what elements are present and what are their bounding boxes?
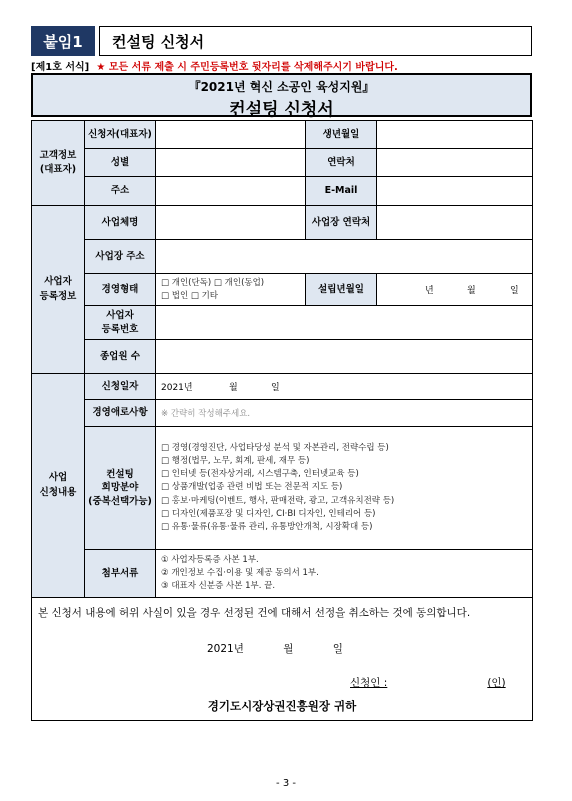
- header-bar: [31, 26, 532, 56]
- attachments-label: 첨부서류: [85, 550, 156, 598]
- document-title: 컨설팅 신청서: [229, 100, 334, 120]
- birthdate-label: 생년월일: [306, 121, 377, 149]
- business-type-option-row[interactable]: □ 개인(단독) □ 개인(동업): [161, 278, 265, 289]
- declaration-section: [32, 598, 533, 721]
- business-name-field[interactable]: [156, 206, 306, 240]
- consulting-option[interactable]: □ 홍보·마케팅(이벤트, 행사, 판매전략, 광고, 고객유치전략 등): [161, 495, 395, 506]
- application-form-table: [31, 120, 533, 721]
- employee-count-label: 종업원 수: [85, 340, 156, 374]
- email-field[interactable]: [377, 177, 533, 206]
- header-title: 컨설팅 신청서: [99, 26, 532, 56]
- employee-count-field[interactable]: [156, 340, 533, 374]
- business-section-label: 사업자 등록정보: [32, 206, 85, 374]
- difficulty-field[interactable]: [156, 400, 533, 427]
- founded-date-label: 설립년월일: [306, 274, 377, 306]
- declaration-date: 2021년 월 일: [207, 643, 343, 655]
- seal-mark: (인): [487, 677, 506, 689]
- consulting-option[interactable]: □ 경영(경영진단, 사업타당성 분석 및 자본관리, 전략수립 등): [161, 442, 389, 453]
- declaration-text: 본 신청서 내용에 허위 사실이 있을 경우 선정된 건에 대해서 선정을 취소하는 것에 동의합니다.: [38, 607, 471, 619]
- attachment-item: ② 개인정보 수집·이용 및 제공 동의서 1부.: [161, 567, 319, 578]
- contact-field[interactable]: [377, 149, 533, 177]
- consulting-option[interactable]: □ 인터넷 등(전자상거래, 시스템구축, 인터넷교육 등): [161, 469, 359, 480]
- gender-field[interactable]: [156, 149, 306, 177]
- consulting-field-options[interactable]: [156, 427, 533, 550]
- customer-section-label: 고객정보 (대표자): [32, 121, 85, 206]
- attachment-badge: 붙임1: [31, 26, 95, 56]
- contact-label: 연락처: [306, 149, 377, 177]
- registration-number-label: 사업자 등록번호: [85, 306, 156, 340]
- consulting-option[interactable]: □ 디자인(제품포장 및 디자인, CI·BI 디자인, 인테리어 등): [161, 508, 376, 519]
- email-label: E-Mail: [306, 177, 377, 206]
- business-contact-label: 사업장 연락처: [306, 206, 377, 240]
- page-number: - 3 -: [276, 778, 296, 789]
- difficulty-placeholder: ※ 간략히 작성해주세요.: [161, 409, 251, 419]
- founded-date-field[interactable]: 년 월 일: [377, 274, 533, 306]
- consulting-option[interactable]: □ 상품개발(업종 관련 비법 또는 전문적 지도 등): [161, 482, 343, 493]
- business-type-label: 경영형태: [85, 274, 156, 306]
- attachment-item: ③ 대표자 신분증 사본 1부. 끝.: [161, 581, 276, 592]
- application-date-field[interactable]: 2021년 월 일: [156, 374, 533, 400]
- business-type-options[interactable]: [156, 274, 306, 306]
- application-date-label: 신청일자: [85, 374, 156, 400]
- business-name-label: 사업체명: [85, 206, 156, 240]
- form-note: [31, 58, 398, 73]
- attachment-item: ① 사업자등록증 사본 1부.: [161, 554, 259, 565]
- business-type-option-row[interactable]: □ 법인 □ 기타: [161, 290, 219, 301]
- consulting-field-label: 컨설팅 희망분야 (중복선택가능): [85, 427, 156, 550]
- privacy-warning: ★ 모든 서류 제출 시 주민등록번호 뒷자리를 삭제해주시기 바랍니다.: [96, 62, 398, 73]
- attachments-list: [156, 550, 533, 598]
- applicant-field[interactable]: [156, 121, 306, 149]
- signature-line[interactable]: 신청인 : (인): [350, 677, 506, 689]
- registration-number-field[interactable]: [156, 306, 533, 340]
- birthdate-field[interactable]: [377, 121, 533, 149]
- difficulty-label: 경영애로사항: [85, 400, 156, 427]
- business-address-field[interactable]: [156, 240, 533, 274]
- business-contact-field[interactable]: [377, 206, 533, 240]
- program-name: 『2021년 혁신 소공인 육성지원』: [188, 80, 375, 94]
- form-number: [제1호 서식]: [31, 62, 90, 73]
- business-address-label: 사업장 주소: [85, 240, 156, 274]
- address-field[interactable]: [156, 177, 306, 206]
- consulting-option[interactable]: □ 행정(법무, 노무, 회계, 판세, 재무 등): [161, 456, 310, 467]
- application-section-label: 사업 신청내용: [32, 374, 85, 598]
- applicant-label: 신청자(대표자): [85, 121, 156, 149]
- document-title-box: [31, 73, 532, 120]
- address-label: 주소: [85, 177, 156, 206]
- addressee: 경기도시장상권진흥원장 귀하: [207, 699, 357, 713]
- consulting-option[interactable]: □ 유통·물류(유통·물류 관리, 유통방안개척, 시장확대 등): [161, 521, 373, 532]
- gender-label: 성별: [85, 149, 156, 177]
